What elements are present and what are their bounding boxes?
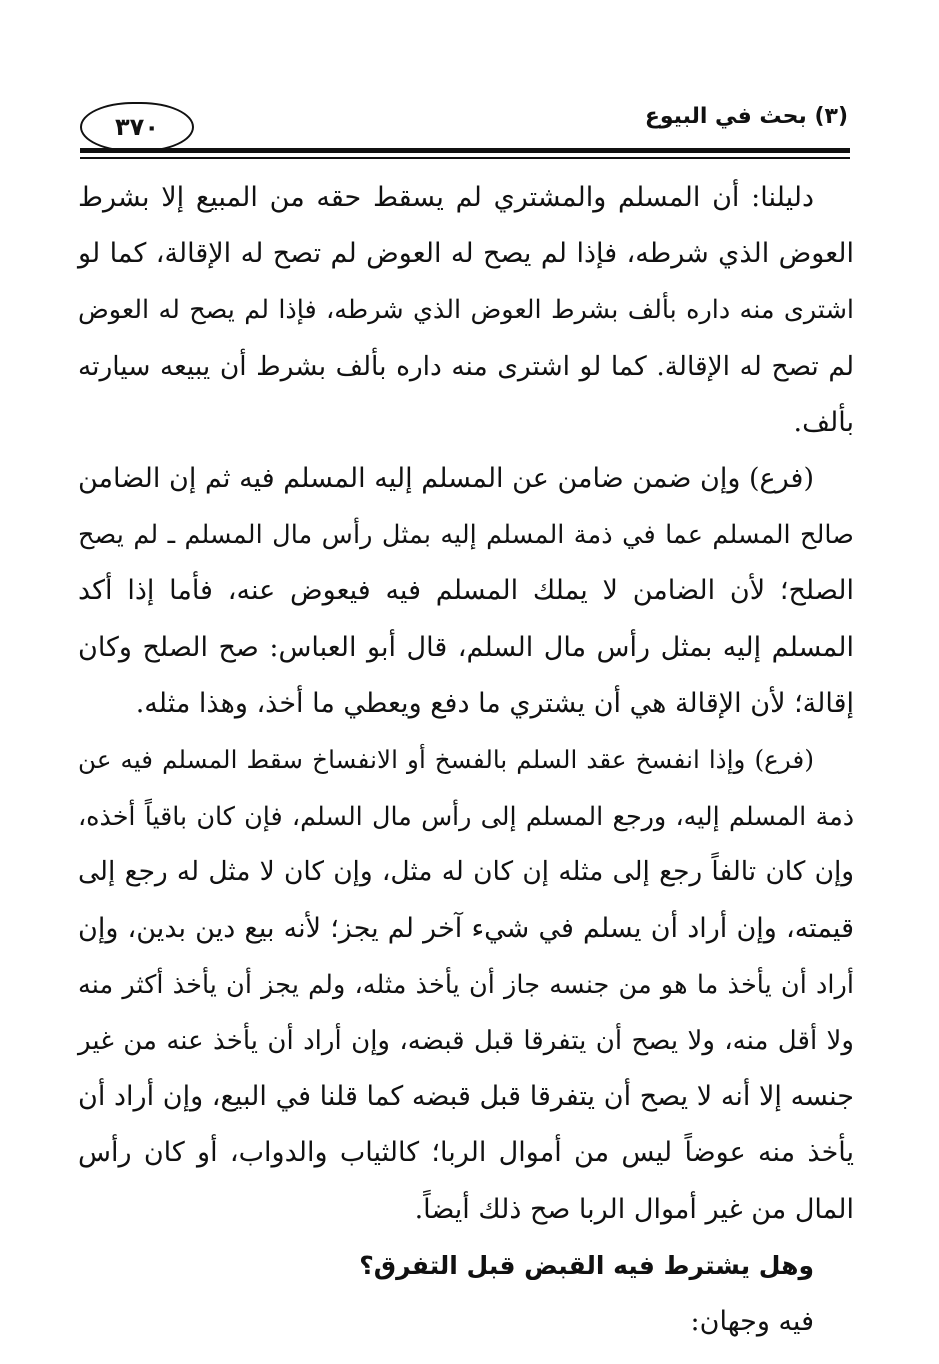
header-rule-thin [80, 157, 850, 159]
paragraph-1-line-1: دليلنا: أن المسلم والمشتري لم يسقط حقه من المبيع إلا بشرط [78, 182, 814, 213]
page-number: ٣٧٠ [80, 102, 194, 152]
paragraph-3-line-9: المال من غير أموال الربا صح ذلك أيضاً. [414, 1193, 854, 1225]
body-text [78, 170, 854, 1350]
paragraph-3-line-3: وإن كان تالفاً رجع إلى مثله إن كان له مثل، وإن كان لا مثل له رجع إلى [78, 857, 854, 888]
paragraph-2-line-2: صالح المسلم عما في ذمة المسلم إليه بمثل رأس مال المسلم ـ لم يصح [78, 520, 854, 551]
paragraph-1-line-4: لم تصح له الإقالة. كما لو اشترى منه داره بألف بشرط أن يبيعه سيارته [78, 350, 854, 382]
paragraph-3-line-7: جنسه إلا أنه لا يصح أن يتفرقا قبل قبضه كما قلنا في البيع، وإن أراد أن [78, 1081, 854, 1113]
paragraph-3-line-1: (فرع) وإذا انفسخ عقد السلم بالفسخ أو الانفساخ سقط المسلم فيه عن [78, 745, 814, 775]
paragraph-2-line-5: إقالة؛ لأن الإقالة هي أن يشتري ما دفع ويعطي ما أخذ، وهذا مثله. [135, 687, 854, 719]
paragraph-1-line-2: العوض الذي شرطه، فإذا لم يصح له العوض لم تصح له الإقالة، كما لو [78, 238, 854, 270]
paragraph-2-line-3: الصلح؛ لأن الضامن لا يملك المسلم فيه فيعوض عنه، فأما إذا أكد [78, 575, 854, 607]
paragraph-3-line-5: أراد أن يأخذ ما هو من جنسه جاز أن يأخذ مثله، ولم يجز أن يأخذ أكثر منه [78, 969, 854, 1000]
paragraph-3-line-8: يأخذ منه عوضاً ليس من أموال الربا؛ كالثياب والدواب، أو كان رأس [78, 1137, 854, 1169]
question-heading: وهل يشترط فيه القبض قبل التفرق؟ [359, 1250, 814, 1280]
paragraph-3-line-4: قيمته، وإن أراد أن يسلم في شيء آخر لم يجز؛ لأنه بيع دين بدين، وإن [78, 912, 854, 944]
paragraph-3-line-2: ذمة المسلم إليه، ورجع المسلم إلى رأس مال السلم، فإن كان باقياً أخذه، [78, 801, 854, 832]
paragraph-2-line-1: (فرع) وإن ضمن ضامن عن المسلم إليه المسلم فيه ثم إن الضامن [78, 463, 814, 495]
paragraph-3-line-6: ولا أقل منه، ولا يصح أن يتفرقا قبل قبضه، وإن أراد أن يأخذ عنه من غير [78, 1026, 854, 1057]
paragraph-1-line-3: اشترى منه داره بألف بشرط العوض الذي شرطه، فإذا لم يصح له العوض [78, 295, 854, 326]
paragraph-2-line-4: المسلم إليه بمثل رأس مال السلم، قال أبو العباس: صح الصلح وكان [78, 631, 854, 663]
paragraph-1-line-5: بألف. [793, 406, 854, 438]
closing-line: فيه وجهان: [690, 1306, 814, 1338]
running-title: (٣) بحث في البيوع [644, 104, 848, 129]
page-header [80, 92, 848, 152]
header-rule-thick [80, 148, 850, 153]
